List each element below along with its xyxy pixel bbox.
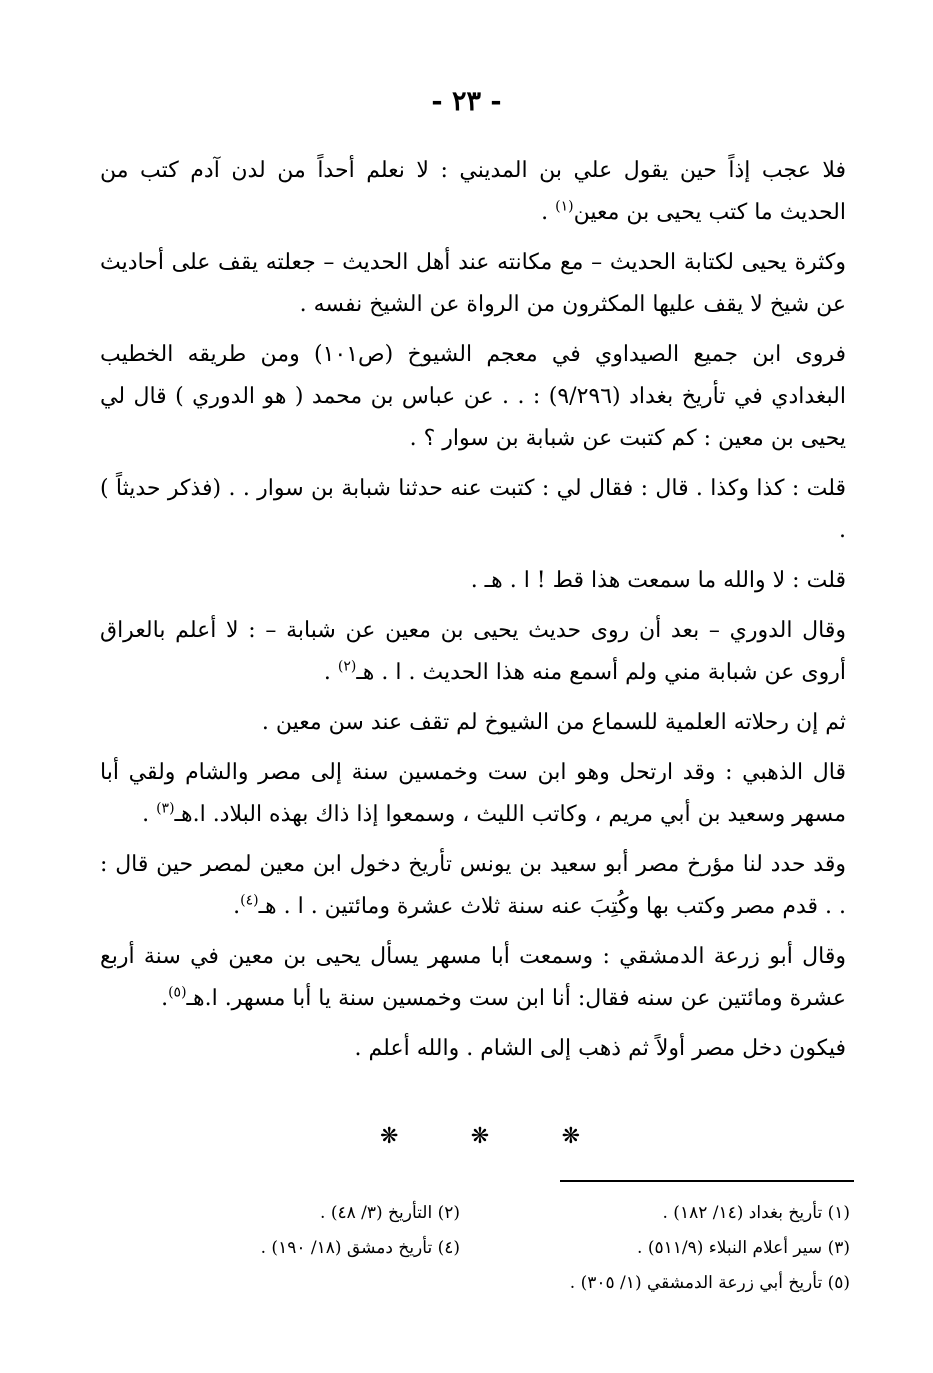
footnote-row <box>140 1266 850 1301</box>
footnotes <box>140 1196 850 1301</box>
footnote-4: (٤) تأريخ دمشق (١٨/ ١٩٠) . <box>260 1238 460 1258</box>
footnote-1: (١) تأريخ بغداد (١٤/ ١٨٢) . <box>662 1203 850 1223</box>
page-number: - ٢٣ - <box>431 86 502 117</box>
main-text <box>100 150 846 1078</box>
paragraph <box>100 702 846 744</box>
paragraph-text: وكثرة يحيى لكتابة الحديث – مع مكانته عند أهل الحديث – جعلته يقف على أحاديث عن شيخ لا يقف عليها المكثرون من الرواة عن الشيخ نفسه . <box>100 250 846 317</box>
paragraph-text: ثم إن رحلاته العلمية للسماع من الشيوخ لم تقف عند سن معين . <box>261 710 846 735</box>
paragraph-text: قلت : كذا وكذا . قال : فقال لي : كتبت عنه حدثنا شبابة بن سوار . . (فذكر حديثاً ) . <box>100 476 846 543</box>
paragraph <box>100 936 846 1020</box>
paragraph-text: وقال الدوري – بعد أن روى حديث يحيى بن معين عن شبابة – : لا أعلم بالعراق أروى عن شبابة مني ولم أسمع منه هذا الحديث . ا . هـ <box>100 618 846 685</box>
paragraph <box>100 468 846 552</box>
footnote-empty <box>140 1266 460 1301</box>
paragraph-end: . <box>541 200 556 225</box>
paragraph-end: . <box>142 802 157 827</box>
footnote-3: (٣) سير أعلام النبلاء (٥١١/٩) . <box>637 1238 850 1258</box>
paragraph-text: قلت : لا والله ما سمعت هذا قط ! ا . هـ . <box>470 568 846 593</box>
paragraph <box>100 752 846 836</box>
paragraph <box>100 844 846 928</box>
separator-star: ❋ <box>470 1124 490 1149</box>
footnote-marker: (٤) <box>240 892 259 909</box>
separator-star: ❋ <box>561 1124 580 1149</box>
footnote-divider <box>560 1180 854 1182</box>
footnote-row <box>140 1231 850 1266</box>
paragraph-text: وقال أبو زرعة الدمشقي : وسمعت أبا مسهر يسأل يحيى بن معين في سنة أربع عشرة ومائتين عن سنه فقال: أنا ابن ست وخمسين سنة يا أبا مسهر. ا.هـ <box>100 944 846 1011</box>
paragraph-text: قال الذهبي : وقد ارتحل وهو ابن ست وخمسين سنة إلى مصر والشام ولقي أبا مسهر وسعيد بن أبي مريم ، وكاتب الليث ، وسمعوا إذا ذاك بهذه البلاد. ا.هـ <box>100 760 846 827</box>
footnote-5: (٥) تأريخ أبي زرعة الدمشقي (١/ ٣٠٥) . <box>569 1273 850 1293</box>
footnote-marker: (٥) <box>168 984 187 1001</box>
paragraph-text: وقد حدد لنا مؤرخ مصر أبو سعيد بن يونس تأريخ دخول ابن معين لمصر حين قال : . . قدم مصر وكتب بها وكُتِبَ عنه سنة ثلاث عشرة ومائتين . ا . هـ <box>100 852 846 919</box>
footnote-marker: (١) <box>555 198 574 215</box>
paragraph <box>100 610 846 694</box>
section-separator <box>380 1124 580 1149</box>
paragraph-text: فروى ابن جميع الصيداوي في معجم الشيوخ (ص١٠١) ومن طريقه الخطيب البغدادي في تأريخ بغداد (٩/٢٩٦) : . . عن عباس بن محمد ( هو الدوري ) قال لي يحيى بن معين : كم كتبت عن شبابة بن سوار ؟ . <box>100 342 847 451</box>
paragraph-end: . <box>323 660 338 685</box>
paragraph <box>100 242 846 326</box>
footnote-marker: (٢) <box>337 658 357 675</box>
paragraph-end: . <box>233 894 241 919</box>
paragraph <box>100 334 846 460</box>
footnote-marker: (٣) <box>156 800 175 817</box>
footnote-2: (٢) التأريخ (٣/ ٤٨) . <box>320 1203 460 1223</box>
separator-star: ❋ <box>380 1124 399 1149</box>
paragraph-text: فيكون دخل مصر أولاً ثم ذهب إلى الشام . والله أعلم . <box>354 1036 846 1061</box>
footnote-row <box>140 1196 850 1231</box>
paragraph <box>100 1028 846 1070</box>
paragraph-end: . <box>161 986 169 1011</box>
paragraph <box>100 560 846 602</box>
paragraph-text: فلا عجب إذاً حين يقول علي بن المديني : لا نعلم أحداً من لدن آدم كتب من الحديث ما كتب يحيى بن معين <box>100 158 846 225</box>
paragraph <box>100 150 846 234</box>
